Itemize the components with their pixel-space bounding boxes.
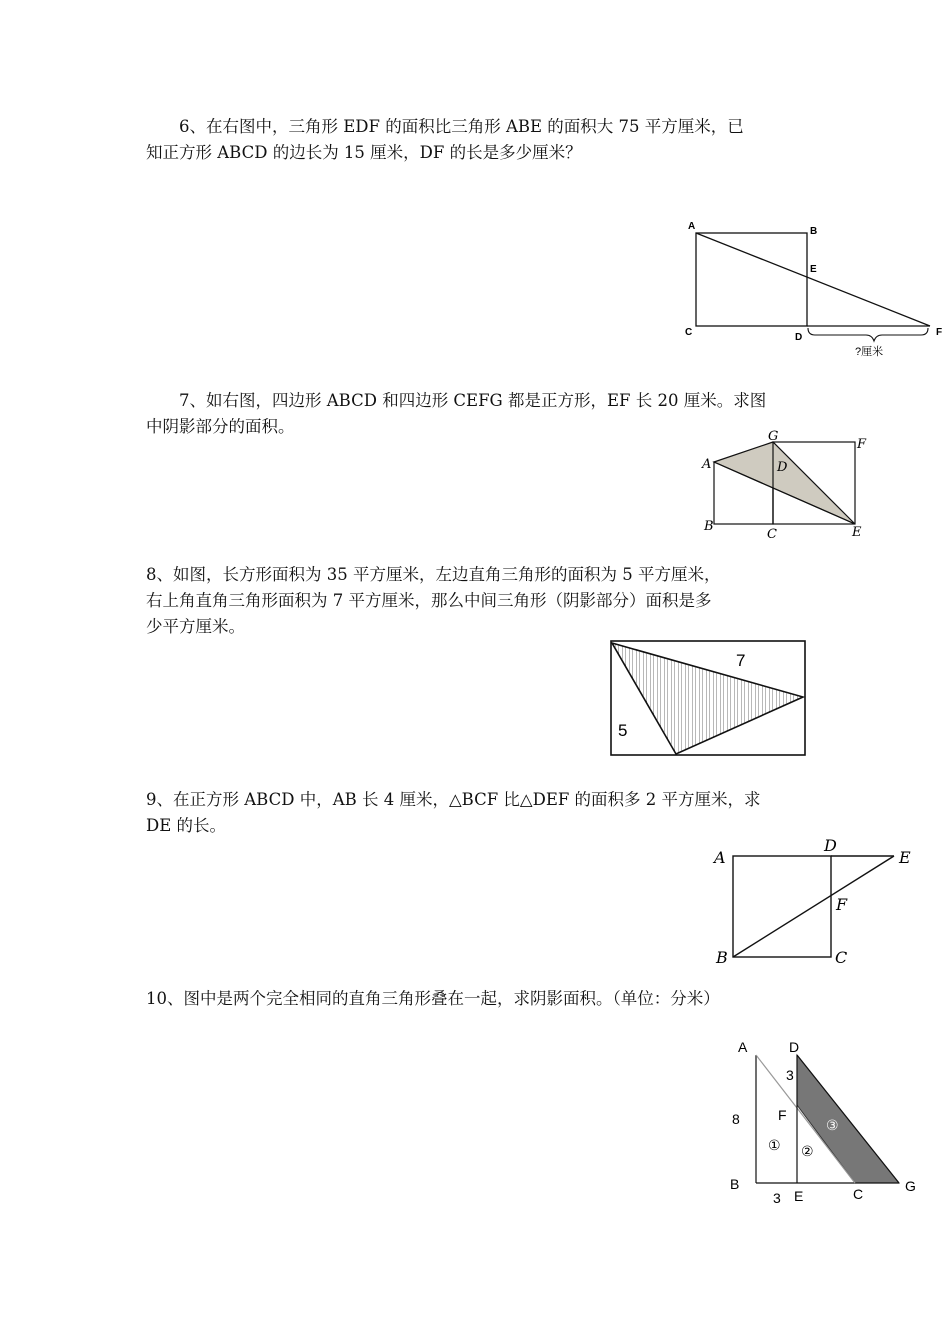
label-f: F [857, 437, 867, 452]
figure-9 [708, 832, 924, 972]
label-a: A [714, 848, 726, 867]
text-line: 知正方形 ABCD 的边长为 15 厘米，DF 的长是多少厘米？ [146, 143, 582, 162]
label-f: F [836, 895, 848, 914]
label-c: C [835, 948, 848, 967]
area-label-left: 5 [618, 721, 628, 740]
area-label-top: 7 [736, 651, 746, 670]
length-label-be: 3 [773, 1190, 781, 1206]
label-a: A [702, 457, 712, 472]
label-e: E [899, 848, 911, 867]
label-f: F [778, 1107, 787, 1123]
text-line: 中阴影部分的面积。 [146, 417, 295, 436]
label-c: C [767, 527, 777, 542]
text-line: 6、在右图中，三角形 EDF 的面积比三角形 ABE 的面积大 75 平方厘米，已 [146, 117, 744, 136]
figure-7 [696, 426, 876, 544]
label-f: F [936, 327, 943, 338]
label-b: B [716, 948, 728, 967]
label-b: B [810, 226, 818, 237]
length-label-ab: 8 [732, 1111, 740, 1127]
label-e: E [810, 264, 817, 275]
label-a: A [738, 1039, 748, 1055]
region-3-label: ③ [826, 1117, 839, 1133]
text-line: 少平方厘米。 [146, 617, 245, 636]
label-d: D [824, 836, 837, 855]
label-g: G [768, 429, 779, 444]
problem-6-text [146, 114, 810, 166]
text-line: DE 的长。 [146, 816, 227, 835]
label-a: A [688, 221, 696, 232]
label-b: B [730, 1176, 740, 1192]
region-2-label: ② [801, 1143, 814, 1159]
problem-10-text [146, 986, 810, 1012]
text-line: 7、如右图，四边形 ABCD 和四边形 CEFG 都是正方形，EF 长 20 厘米。求图 [146, 391, 767, 410]
label-e: E [794, 1188, 804, 1204]
figure-10 [722, 1032, 922, 1212]
text-line: 8、如图，长方形面积为 35 平方厘米，左边直角三角形的面积为 5 平方厘米， [146, 565, 721, 584]
length-unknown-label: ?厘米 [855, 346, 884, 358]
text-line: 右上角直角三角形面积为 7 平方厘米，那么中间三角形（阴影部分）面积是多 [146, 591, 712, 610]
problem-8-text [146, 562, 810, 640]
label-c: C [685, 327, 693, 338]
label-d: D [789, 1039, 800, 1055]
length-label-d: 3 [786, 1067, 794, 1083]
label-e: E [852, 525, 862, 540]
label-g: G [905, 1178, 916, 1194]
label-c: C [853, 1186, 864, 1202]
region-1-label: ① [768, 1137, 781, 1153]
label-d: D [777, 460, 788, 475]
figure-6 [680, 214, 946, 362]
label-b: B [704, 519, 714, 534]
text-line: 10、图中是两个完全相同的直角三角形叠在一起，求阴影面积。（单位：分米） [146, 989, 720, 1008]
label-d: D [795, 332, 803, 343]
figure-8 [608, 639, 808, 759]
text-line: 9、在正方形 ABCD 中，AB 长 4 厘米，△BCF 比△DEF 的面积多 2 平方厘米，求 [146, 790, 761, 809]
